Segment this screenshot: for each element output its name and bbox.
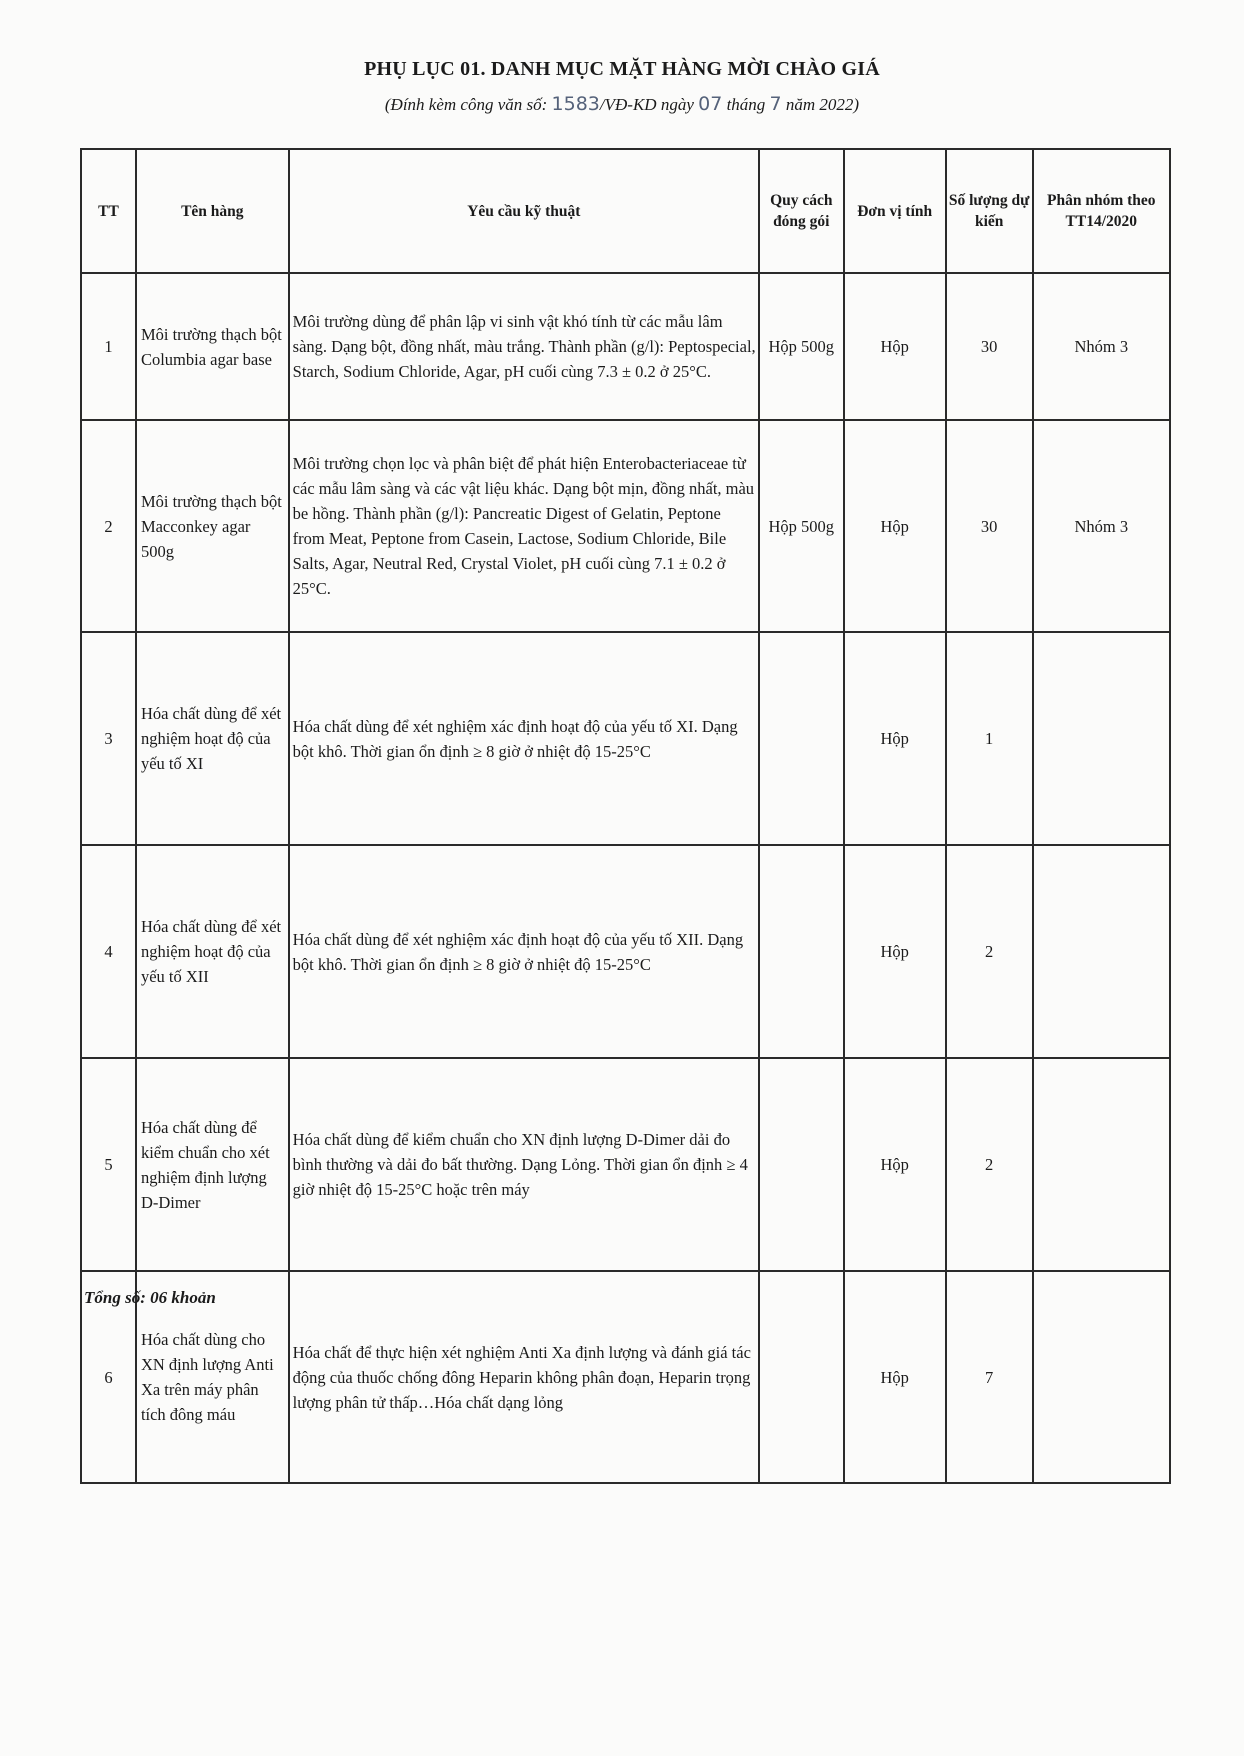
column-header: Tên hàng [136,149,289,273]
document-day: 07 [698,93,723,115]
row-number: 1 [81,273,136,420]
item-spec: Hóa chất dùng để xét nghiệm xác định hoạt độ của yếu tố XI. Dạng bột khô. Thời gian ổn định ≥ 8 giờ ở nhiệt độ 15-25°C [289,632,759,845]
item-packing [759,845,844,1058]
item-name: Hóa chất dùng để xét nghiệm hoạt độ của yếu tố XI [136,632,289,845]
subtitle-text-4: năm 2022) [781,95,860,114]
table-header-row [81,149,1170,273]
item-table [80,148,1171,1484]
column-header: Đơn vị tính [844,149,946,273]
row-number: 4 [81,845,136,1058]
subtitle-text-3: tháng [722,95,770,114]
column-header: Phân nhóm theo TT14/2020 [1033,149,1170,273]
item-unit: Hộp [844,420,946,632]
item-quantity: 1 [946,632,1033,845]
document-month: 7 [769,93,782,115]
item-name: Hóa chất dùng để xét nghiệm hoạt độ của yếu tố XII [136,845,289,1058]
column-header: Quy cách đóng gói [759,149,844,273]
column-header: TT [81,149,136,273]
item-spec: Hóa chất dùng để xét nghiệm xác định hoạt độ của yếu tố XII. Dạng bột khô. Thời gian ổn định ≥ 8 giờ ở nhiệt độ 15-25°C [289,845,759,1058]
item-name: Môi trường thạch bột Macconkey agar 500g [136,420,289,632]
item-quantity: 2 [946,1058,1033,1271]
table-row [81,1271,1170,1483]
item-quantity: 2 [946,845,1033,1058]
item-spec: Hóa chất để thực hiện xét nghiệm Anti Xa định lượng và đánh giá tác động của thuốc chống đông Heparin không phân đoạn, Heparin trọng lượng phân tử thấp…Hóa chất dạng lỏng [289,1271,759,1483]
item-spec: Môi trường dùng để phân lập vi sinh vật khó tính từ các mẫu lâm sàng. Dạng bột, đồng nhất, màu trắng. Thành phần (g/l): Peptospecial, Starch, Sodium Chloride, Agar, pH cuối cùng 7.3 ± 0.2 ở 25°C. [289,273,759,420]
page-title: PHỤ LỤC 01. DANH MỤC MẶT HÀNG MỜI CHÀO GIÁ [364,58,880,80]
document-number: 1583 [551,93,600,115]
item-group [1033,1271,1170,1483]
row-number: 5 [81,1058,136,1271]
item-packing: Hộp 500g [759,273,844,420]
subtitle-text-2: /VĐ-KD ngày [599,95,699,114]
item-name: Hóa chất dùng cho XN định lượng Anti Xa trên máy phân tích đông máu [136,1271,289,1483]
item-packing: Hộp 500g [759,420,844,632]
item-packing [759,1058,844,1271]
item-unit: Hộp [844,845,946,1058]
item-unit: Hộp [844,632,946,845]
table-row [81,632,1170,845]
item-name: Môi trường thạch bột Columbia agar base [136,273,289,420]
table-row [81,845,1170,1058]
item-quantity: 30 [946,420,1033,632]
item-unit: Hộp [844,273,946,420]
item-packing [759,1271,844,1483]
column-header: Số lượng dự kiến [946,149,1033,273]
item-name: Hóa chất dùng để kiểm chuẩn cho xét nghiệm định lượng D-Dimer [136,1058,289,1271]
row-number: 2 [81,420,136,632]
item-group [1033,1058,1170,1271]
item-spec: Hóa chất dùng để kiểm chuẩn cho XN định lượng D-Dimer dải đo bình thường và dải đo bất thường. Dạng Lỏng. Thời gian ổn định ≥ 4 giờ nhiệt độ 15-25°C hoặc trên máy [289,1058,759,1271]
item-quantity: 30 [946,273,1033,420]
item-unit: Hộp [844,1058,946,1271]
item-unit: Hộp [844,1271,946,1483]
table-row [81,420,1170,632]
item-quantity: 7 [946,1271,1033,1483]
item-packing [759,632,844,845]
table-row [81,273,1170,420]
page-subtitle [0,93,1244,115]
item-group [1033,632,1170,845]
item-group: Nhóm 3 [1033,420,1170,632]
item-group [1033,845,1170,1058]
item-group: Nhóm 3 [1033,273,1170,420]
column-header: Yêu cầu kỹ thuật [289,149,759,273]
table-row [81,1058,1170,1271]
total-count: Tổng số: 06 khoản [84,1288,216,1307]
subtitle-text-1: (Đính kèm công văn số: [384,95,552,114]
item-spec: Môi trường chọn lọc và phân biệt để phát hiện Enterobacteriaceae từ các mẫu lâm sàng và các vật liệu khác. Dạng bột mịn, đồng nhất, màu be hồng. Thành phần (g/l): Pancreatic Digest of Gelatin, Peptone from Meat, Peptone from Casein, Lactose, Sodium Chloride, Bile Salts, Agar, Neutral Red, Crystal Violet, pH cuối cùng 7.1 ± 0.2 ở 25°C. [289,420,759,632]
row-number: 3 [81,632,136,845]
row-number: 6 [81,1271,136,1483]
